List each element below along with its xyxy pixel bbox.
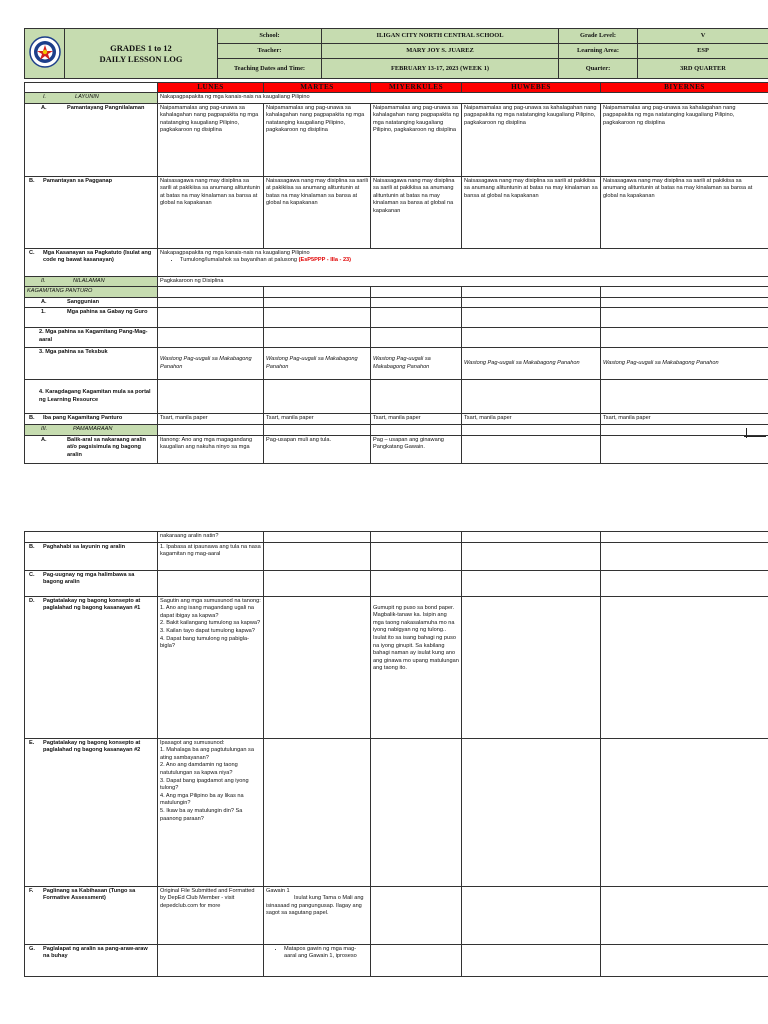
quarter-value: 3RD QUARTER [638, 59, 768, 79]
row-pamamaraan: III. PAMAMARAAN [25, 424, 768, 435]
row-layunin: I. LAYUNIN Nakapagpapakita ng mga kanais-nais na kaugaliang Pilipino [25, 93, 768, 104]
row-kagamitang-mag-aaral: 2. Mga pahina sa Kagamitang Pang-Mag-aaral [25, 328, 768, 348]
row-paglalapat: G. Paglalapat ng aralin sa pang-araw-araw na buhay • Matapos gawin ng mga mag-aaral ang Gawain 1, iproseso [25, 944, 768, 976]
school-label: School: [218, 29, 322, 44]
header-table [24, 28, 768, 79]
row-gabay-guro: 1. Mga pahina sa Gabay ng Guro [25, 308, 768, 328]
grade-label: Grade Level: [559, 29, 638, 44]
row-nilalaman: II. NILALAMAN Pagkakaroon ng Disiplina [25, 276, 768, 287]
teacher-value: MARY JOY S. JUAREZ [322, 44, 559, 59]
competency-code: (EsP5PPP - IIIa - 23) [298, 257, 352, 264]
nilalaman-text: Pagkakaroon ng Disiplina [158, 276, 768, 287]
deped-seal-icon [29, 36, 61, 68]
grade-value: V [638, 29, 768, 44]
dates-value: FEBRUARY 13-17, 2023 (WEEK 1) [322, 59, 559, 79]
day-miyerkules: MIYERKULES [371, 83, 462, 93]
row-sanggunian: A. Sanggunian [25, 297, 768, 308]
title-line-2: DAILY LESSON LOG [99, 53, 183, 64]
page-2 [24, 531, 768, 977]
lesson-table-1 [24, 82, 768, 464]
kasanayan-bullet: Tumulong/lumalahok sa bayanihan at palusong [180, 257, 298, 264]
day-biyernes: BIYERNES [601, 83, 768, 93]
day-martes: MARTES [264, 83, 371, 93]
row-iba-pang: B. Iba pang Kagamitang Panturo Tsart, manila paper Tsart, manila paper Tsart, manila paper Tsart, manila paper Tsart, manila paper [25, 414, 768, 425]
row-teksbuk: 3. Mga pahina sa Teksbuk Wastong Pag-uugali sa Makabagong Panahon Wastong Pag-uugali sa Makabagong Panahon Wastong Pag-uugali sa Makabagong Panahon Wastong Pag-uugali sa Makabagong Panahon Wastong Pag-uugali sa Makabagong Panahon [25, 348, 768, 380]
row-pag-uugnay: C. Pag-uugnay ng mga halimbawa sa bagong aralin [25, 570, 768, 596]
row-kagamitang-panturo: KAGAMITANG PANTURO [25, 287, 768, 298]
margin-line [744, 436, 766, 437]
kasanayan-line: Nakapagpapakita ng mga kanais-nais na kaugaliang Pilipino [160, 249, 310, 256]
row-pagtatalakay-2: E. Pagtatalakay ng bagong konsepto at paglalahad ng bagong kasanayan #2 Ipasagot ang sumusunod: 1. Mahalaga ba ang pagtutulungan sa ating sambayanan? 2. Ano ang damdamin ng taong natutulungan sa kapwa niya? 3. Dapat bang ipagdamot ang iyong tulong? 4. Ang mga Pilipino ba ay likas na matulungin? 5. Ikaw ba ay matulungin din? Sa paanong paraan? [25, 738, 768, 886]
row-karagdagang: 4. Karagdagang Kagamitan mula sa portal ng Learning Resource [25, 380, 768, 414]
row-pamantayang-pangnilalaman: A. Pamantayang Pangnilalaman Naipamamalas ang pag-unawa sa kahalagahan nang pagpapakita ng mga natatanging kaugaliang Pilipino, pagkakaroon ng disiplina Naipamamalas ang pag-unawa sa kahalagahan nang pagpapakita ng mga natatanging kaugaliang Pilipino, pagkakaroon ng disiplina Naipamamalas ang pag-unawa sa kahalagahan nang pagpapakita ng mga natatanging kaugaliang Pilipino, pagkakaroon ng disiplina Naipamamalas ang pag-unawa sa kahalagahan nang pagpapakita ng mga natatanging kaugaliang Pilipino, pagkakaroon ng disiplina Naipamamalas ang pag-unawa sa kahalagahan nang pagpapakita ng mga natatanging kaugaliang Pilipino, pagkakaroon ng disiplina [25, 103, 768, 176]
day-header-row [25, 83, 768, 93]
title-block [65, 29, 218, 79]
row-paglinang: F. Paglinang sa Kabihasan (Tungo sa Formative Assessment) Original File Submitted and Formatted by DepEd Club Member - visit depedclub.com for more Gawain 1 Isulat kung Tama o Mali ang isinasaad ng pangungusap. Ilagay ang sagot sa sagutang papel. [25, 886, 768, 944]
day-lunes: LUNES [158, 83, 264, 93]
row-pamantayan-sa-pagganap: B. Pamantayan sa Pagganap Naisasagawa nang may disiplina sa sarili at pakikiisa sa anumang alituntunin at batas na may kinalaman sa bansa at global na kapakanan Naisasagawa nang may disiplina sa sarili at pakikiisa sa anumang alituntunin at batas na may kinalaman sa bansa at global na kapakanan Naisasagawa nang may disiplina sa sarili at pakikiisa sa anumang alituntunin at batas na may kinalaman sa bansa at global na kapakanan Naisasagawa nang may disiplina sa sarili at pakikiisa sa anumang alituntunin at batas na may kinalaman sa bansa at global na kapakanan Naisasagawa nang may disiplina sa sarili at pakikiisa sa anumang alituntunin at batas na may kinalaman sa bansa at global na kapakanan [25, 176, 768, 248]
row-continuation: nakaraang aralin natin? [25, 532, 768, 543]
row-balik-aral: A. Balik-aral sa nakaraang aralin at/o pagsisimula ng bagong aralin Itanong: Ano ang mga magagandang kaugalian ang nakuha ninyo sa mga Pag-usapan muli ang tula. Pag – usapan ang ginawang Pangkatang Gawain. [25, 435, 768, 463]
day-huwebes: HUWEBES [462, 83, 601, 93]
layunin-text: Nakapagpapakita ng mga kanais-nais na kaugaliang Pilipino [158, 93, 768, 104]
row-kasanayan: C. Mga Kasanayan sa Pagkatuto (Isulat ang code ng bawat kasanayan) Nakapagpapakita ng mga kanais-nais na kaugaliang Pilipino • Tumulong/lumalahok sa bayanihan at palusong (EsP5PPP - IIIa - 23) [25, 248, 768, 276]
school-value: ILIGAN CITY NORTH CENTRAL SCHOOL [322, 29, 559, 44]
row-paghahabi: B. Paghahabi sa layunin ng aralin 1. Ipabasa at ipaunawa ang tula na nasa kagamitan ng mag-aaral [25, 542, 768, 570]
page-1 [24, 28, 768, 464]
row-pagtatalakay-1: D. Pagtatalakay ng bagong konsepto at paglalahad ng bagong kasanayan #1 Sagutin ang mga sumusunod na tanong: 1. Ano ang isang magandang ugali na dapat ibigay sa kapwa? 2. Bakit kailangang tumulong sa kapwa? 3. Kailan tayo dapat tumulong kapwa? 4. Dapat bang tumulong ng pabigla-bigla? Gumupit ng puso sa bond paper. Magbalik-tanaw ka. Isipin ang mga taong nakasalamuha mo na iyong nabigyan ng ng tulong.. Isulat ito sa isang bahagi ng puso na iyong ginupit. Sa kabilang bahagi naman ay isulat kung ano ang ginawa mo upang matulungan ang taong ito. [25, 596, 768, 738]
lesson-table-2 [24, 531, 768, 977]
area-label: Learning Area: [559, 44, 638, 59]
teacher-label: Teacher: [218, 44, 322, 59]
area-value: ESP [638, 44, 768, 59]
deped-seal [25, 29, 65, 79]
quarter-label: Quarter: [559, 59, 638, 79]
dates-label: Teaching Dates and Time: [218, 59, 322, 79]
title-line-1: GRADES 1 to 12 [110, 42, 172, 53]
